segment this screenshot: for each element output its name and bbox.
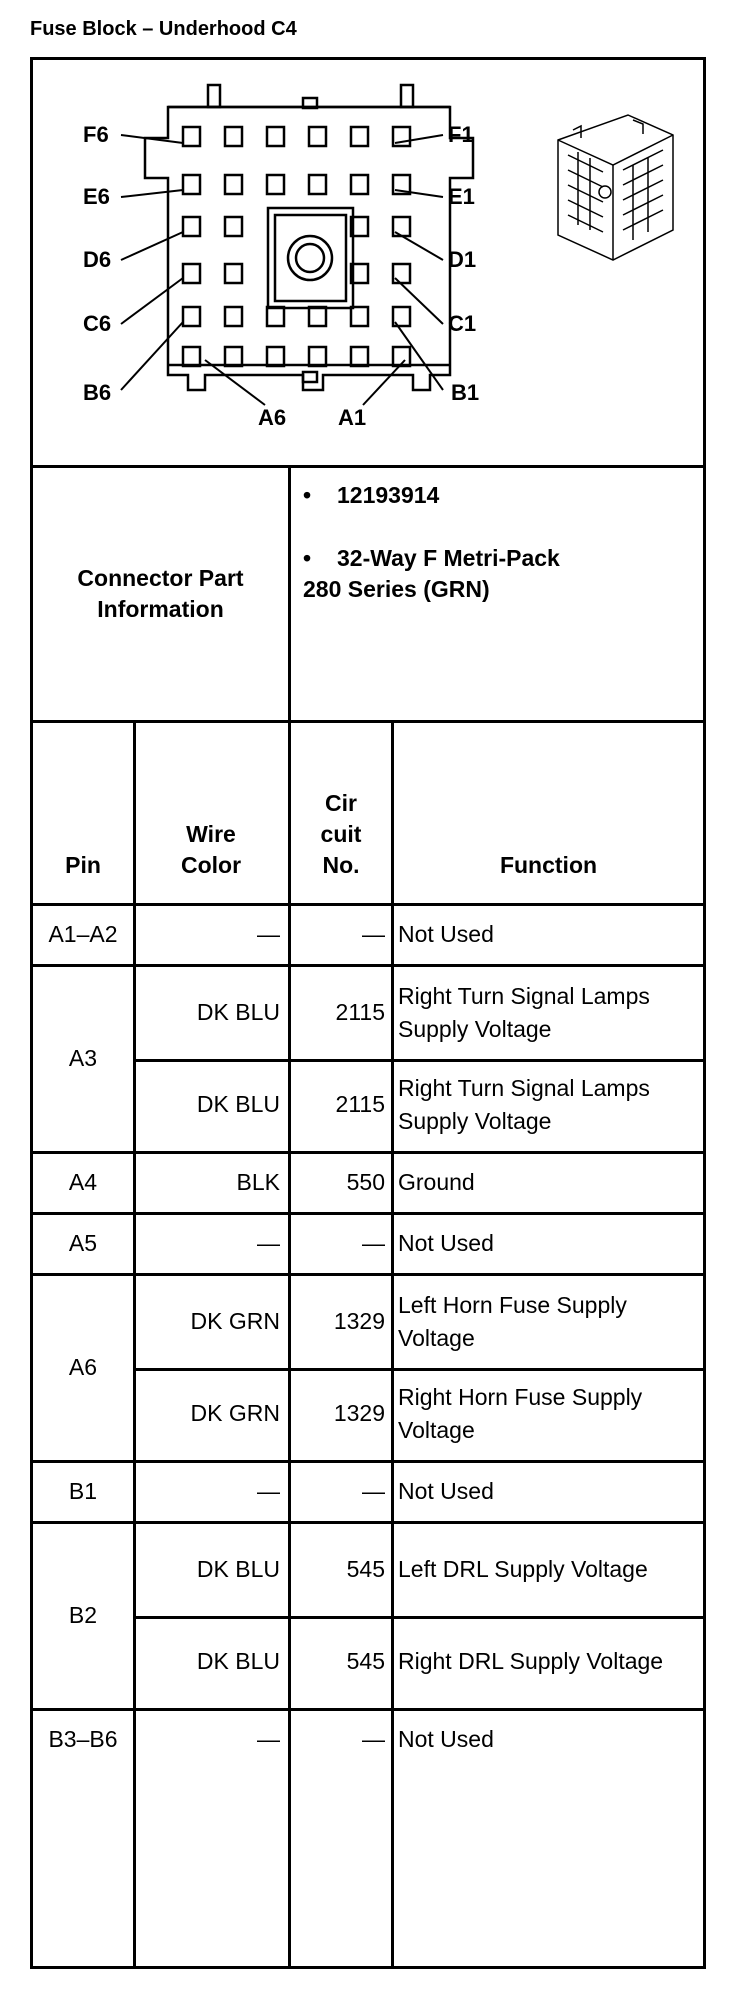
pin-cavity <box>309 175 326 194</box>
pin-label-a1: A1 <box>338 405 367 430</box>
pin-cavity <box>351 347 368 366</box>
circuit-cell: 2115 <box>335 1091 385 1118</box>
pin-cavity <box>309 347 326 366</box>
pin-cavity <box>225 175 242 194</box>
circuit-cell: 1329 <box>333 1400 385 1427</box>
pin-cavity <box>309 127 326 146</box>
pin-cavity <box>183 217 200 236</box>
pin-cavity <box>183 175 200 194</box>
pin-cell: A1–A2 <box>48 921 118 948</box>
function-cell: Right DRL Supply Voltage <box>398 1648 664 1675</box>
circuit-cell: — <box>362 1478 385 1505</box>
wire-color-cell: DK GRN <box>190 1308 280 1335</box>
pin-cavity <box>267 347 284 366</box>
pin-label-f1: F1 <box>448 122 474 147</box>
pin-cavity <box>393 264 410 283</box>
function-cell: Left DRL Supply Voltage <box>398 1556 648 1583</box>
circuit-cell: 2115 <box>335 999 385 1026</box>
function-cell: Right Turn Signal Lamps Supply Voltage <box>398 1074 650 1134</box>
connector-info-items <box>303 480 698 700</box>
pin-label-e6: E6 <box>83 184 110 209</box>
header-function: Function <box>499 851 598 878</box>
circuit-cell: — <box>362 1230 385 1257</box>
wire-color-cell: DK BLU <box>196 1091 280 1118</box>
function-cell: Ground <box>398 1169 475 1196</box>
circuit-cell: 545 <box>346 1556 385 1583</box>
pin-label-b1: B1 <box>451 380 480 405</box>
pin-cell: B3–B6 <box>48 1726 118 1753</box>
pin-table <box>33 723 703 1966</box>
pin-cavity <box>225 347 242 366</box>
pin-cavity <box>183 307 200 326</box>
page-title: Fuse Block – Underhood C4 <box>30 18 297 40</box>
pin-label-f6: F6 <box>83 122 109 147</box>
header-circuit-no: Cir cuit No. <box>320 789 362 878</box>
pin-label-b6: B6 <box>83 380 112 405</box>
connector-info-label: Connector Part Information <box>77 564 244 622</box>
pin-cavity <box>309 307 326 326</box>
circuit-cell: 1329 <box>333 1308 385 1335</box>
pin-cavity <box>267 127 284 146</box>
wire-color-cell: DK BLU <box>196 999 280 1026</box>
circuit-cell: — <box>362 1726 385 1753</box>
function-cell: Not Used <box>398 1478 494 1505</box>
divider <box>288 468 291 720</box>
pin-label-d1: D1 <box>448 247 477 272</box>
pin-cavity <box>351 175 368 194</box>
wire-color-cell: — <box>257 1230 280 1257</box>
circuit-cell: — <box>362 921 385 948</box>
header-wire-color: Wire Color <box>180 820 242 878</box>
function-cell: Not Used <box>398 1230 494 1257</box>
wire-color-cell: — <box>257 1726 280 1753</box>
connector-table <box>30 57 706 1969</box>
pin-cavity <box>351 307 368 326</box>
wire-color-cell: DK GRN <box>190 1400 280 1427</box>
wire-color-cell: BLK <box>236 1169 280 1196</box>
pin-cavity <box>225 307 242 326</box>
pin-cavity <box>267 307 284 326</box>
pin-label-e1: E1 <box>448 184 475 209</box>
circuit-cell: 550 <box>346 1169 385 1196</box>
function-cell: Left Horn Fuse Supply Voltage <box>398 1291 627 1351</box>
pin-label-c6: C6 <box>83 311 112 336</box>
pin-cell: B1 <box>68 1478 98 1505</box>
pin-cavity <box>351 127 368 146</box>
pin-cell: A5 <box>68 1230 98 1257</box>
pin-label-c1: C1 <box>448 311 477 336</box>
pin-cell: A6 <box>68 1354 98 1381</box>
function-cell: Right Turn Signal Lamps Supply Voltage <box>398 982 650 1042</box>
wire-color-cell: DK BLU <box>196 1556 280 1583</box>
pin-cavity <box>225 217 242 236</box>
pin-cavity <box>267 175 284 194</box>
wire-color-cell: — <box>257 921 280 948</box>
connector-3d-thumbnail <box>558 115 673 260</box>
pin-cell: B2 <box>68 1602 98 1629</box>
pin-label-a6: A6 <box>258 405 287 430</box>
wire-color-cell: DK BLU <box>196 1648 280 1675</box>
pin-label-d6: D6 <box>83 247 112 272</box>
pin-cavity <box>225 264 242 283</box>
function-cell: Right Horn Fuse Supply Voltage <box>398 1383 643 1443</box>
part-number: • 12193914 <box>303 482 440 508</box>
pin-cavity <box>183 347 200 366</box>
connector-face-diagram <box>33 60 703 465</box>
pin-cavity <box>183 127 200 146</box>
pin-cavity <box>225 127 242 146</box>
pin-cavity <box>183 264 200 283</box>
pin-cell: A4 <box>68 1169 98 1196</box>
connector-type: • 32-Way F Metri-Pack 280 Series (GRN) <box>303 545 560 603</box>
function-cell: Not Used <box>398 921 494 948</box>
wire-color-cell: — <box>257 1478 280 1505</box>
circuit-cell: 545 <box>346 1648 385 1675</box>
pin-cell: A3 <box>68 1045 98 1072</box>
header-pin: Pin <box>65 851 101 878</box>
function-cell: Not Used <box>398 1726 494 1753</box>
